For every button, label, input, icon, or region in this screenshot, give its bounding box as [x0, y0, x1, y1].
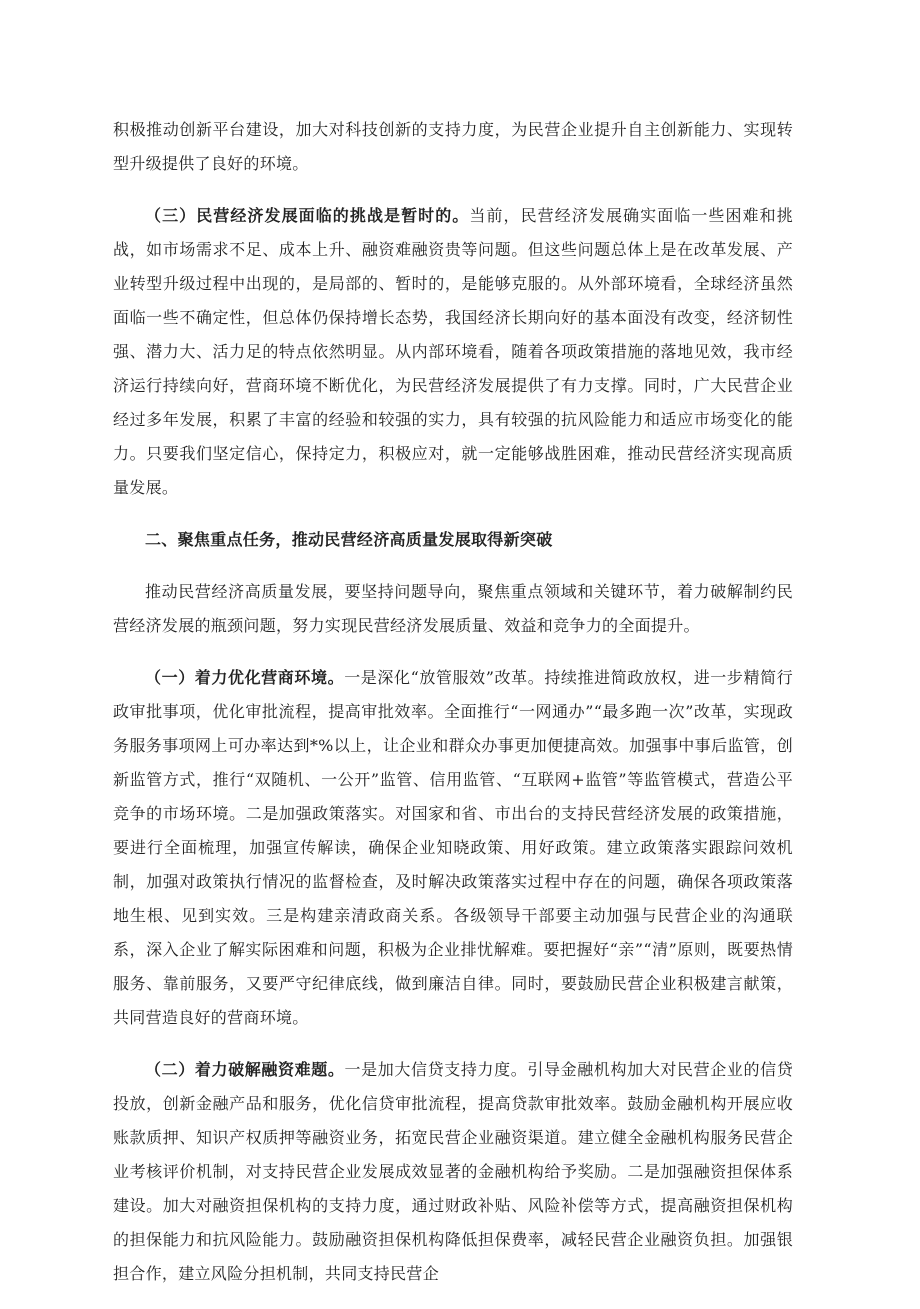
paragraph-challenges — [113, 199, 793, 505]
paragraph-section-2-intro — [113, 575, 793, 643]
paragraph-innovation-platform — [113, 113, 793, 181]
paragraph-text: 一是加大信贷支持力度。引导金融机构加大对民营企业的信贷投放，创新金融产品和服务，优化信贷审批流程，提高贷款审批效率。鼓励金融机构开展应收账款质押、知识产权质押等融资业务，拓宽民营企业融资渠道。建立健全金融机构服务民营企业考核评价机制，对支持民营企业发展成效显著的金融机构给予奖励。二是加强融资担保体系建设。加大对融资担保机构的支持力度，通过财政补贴、风险补偿等方式，提高融资担保机构的担保能力和抗风险能力。鼓励融资担保机构降低担保费率，减轻民营企业融资负担。加强银担合作，建立风险分担机制，共同支持民营企 — [113, 1060, 793, 1283]
document-body — [113, 113, 793, 1309]
paragraph-text: 积极推动创新平台建设，加大对科技创新的支持力度，为民营企业提升自主创新能力、实现转型升级提供了良好的环境。 — [113, 120, 793, 173]
paragraph-financing — [113, 1053, 793, 1291]
paragraph-lead-challenges: （三）民营经济发展面临的挑战是暂时的。 — [145, 206, 470, 225]
paragraph-text: 推动民营经济高质量发展，要坚持问题导向，聚焦重点领域和关键环节，着力破解制约民营经济发展的瓶颈问题，努力实现民营经济发展质量、效益和竞争力的全面提升。 — [113, 582, 793, 635]
paragraph-text: 当前，民营经济发展确实面临一些困难和挑战，如市场需求不足、成本上升、融资难融资贵等问题。但这些问题总体上是在改革发展、产业转型升级过程中出现的，是局部的、暂时的，是能够克服的。从外部环境看，全球经济虽然面临一些不确定性，但总体仍保持增长态势，我国经济长期向好的基本面没有改变，经济韧性强、潜力大、活力足的特点依然明显。从内部环境看，随着各项政策措施的落地见效，我市经济运行持续向好，营商环境不断优化，为民营经济发展提供了有力支撑。同时，广大民营企业经过多年发展，积累了丰富的经验和较强的实力，具有较强的抗风险能力和适应市场变化的能力。只要我们坚定信心，保持定力，积极应对，就一定能够战胜困难，推动民营经济实现高质量发展。 — [113, 206, 794, 497]
paragraph-lead-financing: （二）着力破解融资难题。 — [145, 1060, 345, 1079]
paragraph-business-environment — [113, 661, 793, 1035]
section-heading-2: 二、聚焦重点任务，推动民营经济高质量发展取得新突破 — [145, 530, 553, 549]
paragraph-text: 一是深化“放管服效”改革。持续推进简政放权，进一步精简行政审批事项，优化审批流程，提高审批效率。全面推行“一网通办”“最多跑一次”改革，实现政务服务事项网上可办率达到*%以上，让企业和群众办事更加便捷高效。加强事中事后监管，创新监管方式，推行“双随机、一公开”监管、信用监管、“互联网+监管”等监管模式，营造公平竞争的市场环境。二是加强政策落实。对国家和省、市出台的支持民营经济发展的政策措施，要进行全面梳理，加强宣传解读，确保企业知晓政策、用好政策。建立政策落实跟踪问效机制，加强对政策执行情况的监督检查，及时解决政策落实过程中存在的问题，确保各项政策落地生根、见到实效。三是构建亲清政商关系。各级领导干部要主动加强与民营企业的沟通联系，深入企业了解实际困难和问题，积极为企业排忧解难。要把握好“亲”“清”原则，既要热情服务、靠前服务，又要严守纪律底线，做到廉洁自律。同时，要鼓励民营企业积极建言献策，共同营造良好的营商环境。 — [113, 668, 793, 1027]
paragraph-lead-business-environment: （一）着力优化营商环境。 — [145, 668, 345, 687]
